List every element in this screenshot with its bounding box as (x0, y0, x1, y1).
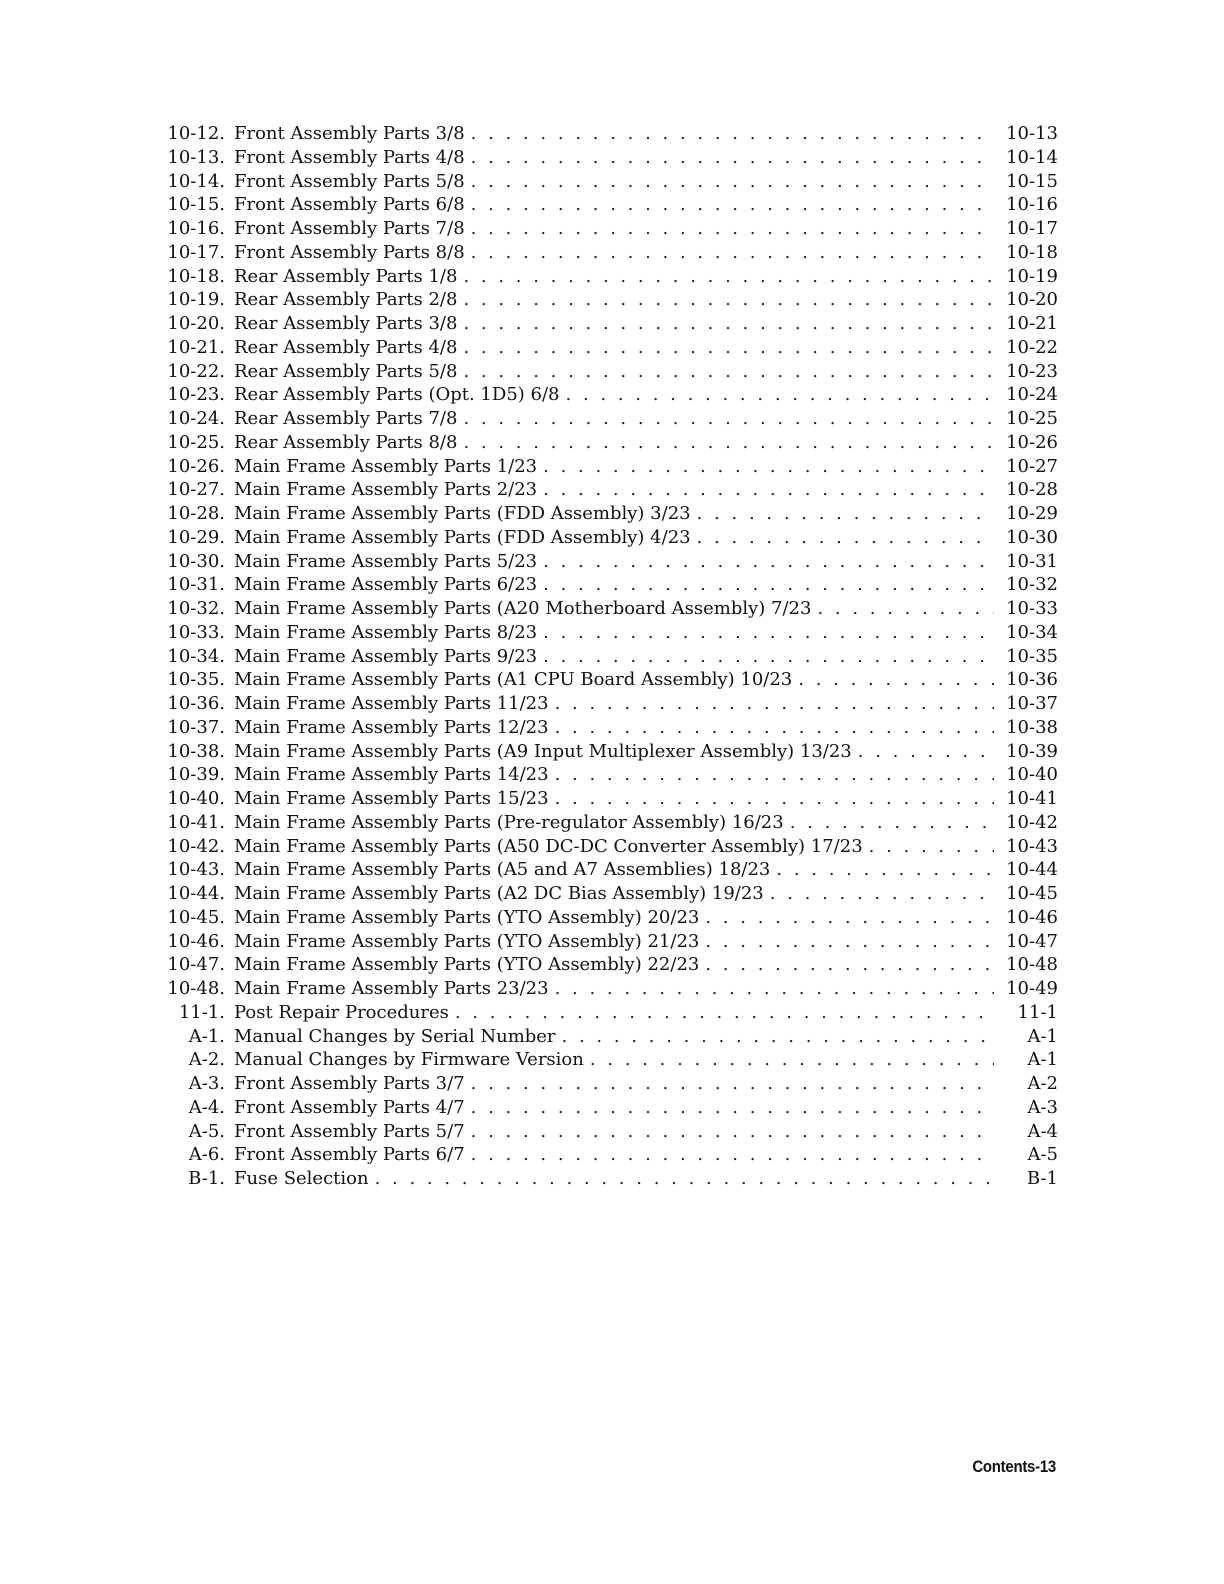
toc-entry-title: Main Frame Assembly Parts 11/23 (234, 693, 549, 714)
toc-entry-title: Rear Assembly Parts 3/8 (234, 313, 458, 334)
toc-entry-page: 10-32 (1006, 574, 1058, 596)
toc-entry-title: Front Assembly Parts 5/7 (234, 1120, 465, 1142)
toc-entry-number: 10-25. (167, 431, 225, 453)
toc-entry[interactable] (163, 502, 1058, 526)
toc-entry[interactable] (163, 645, 1058, 669)
toc-entry-page: A-2 (1027, 1073, 1058, 1094)
toc-entry-title: Main Frame Assembly Parts (YTO Assembly) 21/23 (234, 930, 700, 952)
toc-entry-page: 10-29 (1006, 503, 1058, 524)
toc-entry-number: 10-13. (167, 146, 225, 168)
dot-leader (817, 597, 994, 621)
toc-entry[interactable] (163, 455, 1058, 479)
toc-entry-title: Front Assembly Parts 7/8 (234, 218, 465, 239)
dot-leader (543, 550, 994, 574)
dot-leader (463, 288, 994, 312)
dot-leader (555, 787, 994, 811)
toc-entry-page: 10-27 (1006, 455, 1058, 477)
toc-entry-number: 10-12. (167, 123, 225, 144)
toc-entry-title: Main Frame Assembly Parts 23/23 (234, 978, 549, 999)
toc-entry-number: 10-43. (167, 859, 225, 881)
toc-entry[interactable] (163, 1143, 1058, 1167)
dot-leader (471, 241, 994, 265)
dot-leader (555, 977, 994, 1001)
toc-entry-title: Main Frame Assembly Parts 15/23 (234, 788, 549, 809)
dot-leader (455, 1001, 994, 1025)
toc-entry-number: 10-44. (167, 883, 225, 904)
toc-entry-number: 10-48. (167, 978, 225, 999)
toc-entry-number: 10-20. (167, 313, 225, 334)
toc-entry-title: Main Frame Assembly Parts (YTO Assembly) 22/23 (234, 954, 700, 976)
toc-entry-title: Main Frame Assembly Parts (FDD Assembly) 4/23 (234, 526, 691, 548)
toc-entry[interactable] (163, 953, 1058, 977)
dot-leader (798, 668, 994, 692)
toc-entry-title: Main Frame Assembly Parts 14/23 (234, 764, 549, 786)
toc-entry-page: 10-26 (1006, 431, 1058, 453)
toc-entry-page: 10-31 (1006, 550, 1058, 572)
toc-entry[interactable] (163, 740, 1058, 764)
dot-leader (590, 1048, 994, 1072)
toc-entry[interactable] (163, 930, 1058, 954)
toc-entry-title: Rear Assembly Parts 4/8 (234, 336, 458, 358)
toc-entry-number: A-4. (188, 1096, 225, 1118)
toc-entry-title: Manual Changes by Serial Number (234, 1025, 556, 1047)
toc-entry-page: 10-18 (1006, 241, 1058, 263)
toc-entry-page: 10-34 (1006, 621, 1058, 643)
toc-entry-page: 10-30 (1006, 526, 1058, 548)
toc-entry-number: 10-36. (167, 693, 225, 714)
toc-entry-title: Main Frame Assembly Parts (FDD Assembly) 3/23 (234, 503, 691, 524)
toc-entry-page: 10-13 (1006, 123, 1058, 144)
toc-entry[interactable] (163, 716, 1058, 740)
dot-leader (471, 1120, 994, 1144)
toc-entry-title: Front Assembly Parts 8/8 (234, 241, 465, 263)
toc-entry-page: 10-21 (1006, 313, 1058, 334)
toc-entry-page: 10-16 (1006, 194, 1058, 216)
toc-entry-title: Main Frame Assembly Parts 12/23 (234, 716, 549, 738)
toc-entry-page: 10-33 (1006, 598, 1058, 619)
toc-entry-title: Main Frame Assembly Parts 2/23 (234, 479, 538, 501)
toc-entry[interactable] (163, 478, 1058, 502)
toc-entry[interactable] (163, 692, 1058, 716)
toc-entry-page: 10-35 (1006, 645, 1058, 667)
toc-entry-number: 10-38. (167, 740, 225, 762)
toc-entry-page: 10-44 (1006, 859, 1058, 881)
toc-entry-number: 10-40. (167, 788, 225, 809)
toc-entry-number: A-3. (188, 1073, 225, 1094)
toc-entry-number: 10-14. (167, 170, 225, 192)
dot-leader (471, 122, 994, 146)
toc-entry-page: 10-39 (1006, 740, 1058, 762)
toc-entry-title: Main Frame Assembly Parts (A5 and A7 Assemblies) 18/23 (234, 859, 771, 881)
toc-entry-number: A-5. (188, 1120, 225, 1142)
toc-entry-number: 10-29. (167, 526, 225, 548)
toc-entry-title: Fuse Selection (234, 1168, 369, 1189)
toc-entry[interactable] (163, 146, 1058, 170)
toc-entry-title: Rear Assembly Parts (Opt. 1D5) 6/8 (234, 384, 560, 406)
toc-entry-page: 10-25 (1006, 408, 1058, 429)
dot-leader (471, 217, 994, 241)
toc-entry-number: 10-33. (167, 621, 225, 643)
toc-entry-number: A-6. (188, 1144, 225, 1166)
dot-leader (471, 193, 994, 217)
toc-entry-title: Front Assembly Parts 5/8 (234, 170, 465, 192)
toc-entry-page: 10-15 (1006, 170, 1058, 192)
dot-leader (705, 930, 994, 954)
dot-leader (858, 740, 994, 764)
toc-entry[interactable] (163, 597, 1058, 621)
toc-entry[interactable] (163, 977, 1058, 1001)
toc-entry-page: 10-19 (1006, 265, 1058, 287)
toc-entry-number: A-1. (188, 1025, 225, 1047)
dot-leader (566, 383, 995, 407)
dot-leader (790, 811, 994, 835)
toc-entry-title: Main Frame Assembly Parts 8/23 (234, 621, 538, 643)
table-of-contents-list (163, 122, 1058, 1191)
toc-entry-title: Rear Assembly Parts 2/8 (234, 289, 458, 311)
toc-entry[interactable] (163, 811, 1058, 835)
toc-entry-number: 10-42. (167, 835, 225, 857)
dot-leader (463, 360, 994, 384)
toc-entry-page: 10-38 (1006, 716, 1058, 738)
toc-entry-number: 10-26. (167, 455, 225, 477)
toc-entry-page: 10-28 (1006, 479, 1058, 501)
dot-leader (463, 265, 994, 289)
toc-entry-number: 10-16. (167, 218, 225, 239)
toc-entry-number: 10-46. (167, 930, 225, 952)
toc-entry-title: Rear Assembly Parts 1/8 (234, 265, 458, 287)
toc-entry-title: Front Assembly Parts 6/7 (234, 1144, 465, 1166)
toc-entry-number: 11-1. (178, 1001, 225, 1023)
toc-entry[interactable] (163, 1072, 1058, 1096)
toc-entry-page: 10-49 (1006, 978, 1058, 999)
toc-entry-number: 10-28. (167, 503, 225, 524)
toc-entry[interactable] (163, 858, 1058, 882)
toc-entry-title: Front Assembly Parts 4/8 (234, 146, 465, 168)
toc-entry-page: B-1 (1026, 1168, 1058, 1189)
dot-leader (543, 621, 994, 645)
toc-entry-number: 10-24. (167, 408, 225, 429)
toc-entry-number: 10-41. (167, 811, 225, 833)
toc-entry-page: 10-42 (1006, 811, 1058, 833)
toc-entry[interactable] (163, 360, 1058, 384)
toc-entry-page: 10-24 (1006, 384, 1058, 406)
toc-entry-page: 10-40 (1006, 764, 1058, 786)
toc-entry-page: 10-14 (1006, 146, 1058, 168)
dot-leader (463, 431, 994, 455)
toc-entry[interactable] (163, 288, 1058, 312)
toc-entry-title: Front Assembly Parts 4/7 (234, 1096, 465, 1118)
toc-entry-number: 10-27. (167, 479, 225, 501)
toc-entry-number: 10-22. (167, 360, 225, 382)
page-footer-label: Contents-13 (972, 1457, 1056, 1476)
toc-entry-number: 10-19. (167, 289, 225, 311)
toc-entry-page: 10-46 (1006, 906, 1058, 928)
toc-entry-page: A-1 (1027, 1049, 1058, 1071)
dot-leader (463, 336, 994, 360)
toc-entry[interactable] (163, 550, 1058, 574)
dot-leader (770, 882, 994, 906)
toc-entry[interactable] (163, 1048, 1058, 1072)
dot-leader (555, 763, 994, 787)
toc-entry[interactable] (163, 882, 1058, 906)
toc-entry-number: 10-45. (167, 906, 225, 928)
toc-entry-page: 10-43 (1006, 835, 1058, 857)
toc-entry-title: Main Frame Assembly Parts (A9 Input Multiplexer Assembly) 13/23 (234, 740, 852, 762)
toc-entry[interactable] (163, 1120, 1058, 1144)
toc-entry-page: 10-45 (1006, 883, 1058, 904)
dot-leader (705, 953, 994, 977)
toc-entry-page: A-3 (1027, 1096, 1058, 1118)
toc-entry-title: Main Frame Assembly Parts (A50 DC-DC Converter Assembly) 17/23 (234, 835, 863, 857)
dot-leader (697, 502, 994, 526)
toc-entry-title: Rear Assembly Parts 8/8 (234, 431, 458, 453)
toc-entry[interactable] (163, 668, 1058, 692)
toc-entry[interactable] (163, 431, 1058, 455)
dot-leader (543, 645, 994, 669)
dot-leader (471, 170, 994, 194)
toc-entry-number: 10-32. (167, 598, 225, 619)
toc-entry-number: 10-17. (167, 241, 225, 263)
toc-entry-title: Main Frame Assembly Parts (A20 Motherboard Assembly) 7/23 (234, 598, 812, 619)
toc-entry[interactable] (163, 906, 1058, 930)
dot-leader (471, 1143, 994, 1167)
toc-entry-title: Main Frame Assembly Parts 9/23 (234, 645, 538, 667)
dot-leader (705, 906, 994, 930)
toc-entry-title: Manual Changes by Firmware Version (234, 1049, 584, 1071)
toc-entry-number: B-1. (188, 1168, 225, 1189)
toc-entry[interactable] (163, 122, 1058, 146)
dot-leader (543, 573, 994, 597)
toc-entry-page: 10-47 (1006, 930, 1058, 952)
toc-entry[interactable] (163, 241, 1058, 265)
toc-entry-page: A-5 (1027, 1144, 1058, 1166)
toc-entry-title: Main Frame Assembly Parts 5/23 (234, 550, 538, 572)
toc-entry[interactable] (163, 1096, 1058, 1120)
toc-entry-page: 11-1 (1017, 1001, 1058, 1023)
toc-entry-page: 10-23 (1006, 360, 1058, 382)
toc-entry-page: 10-37 (1006, 693, 1058, 714)
toc-entry-page: 10-41 (1006, 788, 1058, 809)
toc-entry[interactable] (163, 407, 1058, 431)
toc-entry[interactable] (163, 835, 1058, 859)
toc-entry-title: Rear Assembly Parts 7/8 (234, 408, 458, 429)
toc-entry-title: Post Repair Procedures (234, 1001, 449, 1023)
toc-entry[interactable] (163, 573, 1058, 597)
toc-entry-number: A-2. (188, 1049, 225, 1071)
toc-entry-page: 10-36 (1006, 669, 1058, 691)
toc-entry-title: Front Assembly Parts 3/8 (234, 123, 465, 144)
toc-entry-title: Main Frame Assembly Parts 1/23 (234, 455, 538, 477)
toc-entry-number: 10-34. (167, 645, 225, 667)
dot-leader (471, 1096, 994, 1120)
toc-entry[interactable] (163, 193, 1058, 217)
toc-entry-page: 10-22 (1006, 336, 1058, 358)
toc-entry-title: Main Frame Assembly Parts (A2 DC Bias Assembly) 19/23 (234, 883, 764, 904)
dot-leader (776, 858, 994, 882)
toc-entry[interactable] (163, 383, 1058, 407)
toc-entry-title: Main Frame Assembly Parts (YTO Assembly) 20/23 (234, 906, 700, 928)
toc-entry-number: 10-18. (167, 265, 225, 287)
toc-entry[interactable] (163, 217, 1058, 241)
toc-entry[interactable] (163, 1001, 1058, 1025)
toc-entry-number: 10-30. (167, 550, 225, 572)
toc-entry[interactable] (163, 265, 1058, 289)
toc-entry[interactable] (163, 763, 1058, 787)
toc-entry-page: A-4 (1027, 1120, 1058, 1142)
toc-entry-page: 10-20 (1006, 289, 1058, 311)
dot-leader (869, 835, 994, 859)
toc-entry-title: Front Assembly Parts 6/8 (234, 194, 465, 216)
toc-entry-number: 10-21. (167, 336, 225, 358)
toc-entry-title: Front Assembly Parts 3/7 (234, 1073, 465, 1094)
dot-leader (463, 407, 994, 431)
dot-leader (562, 1025, 994, 1049)
dot-leader (543, 478, 994, 502)
toc-entry-title: Main Frame Assembly Parts 6/23 (234, 574, 538, 596)
toc-entry-number: 10-15. (167, 194, 225, 216)
toc-entry-number: 10-39. (167, 764, 225, 786)
toc-entry-page: 10-48 (1006, 954, 1058, 976)
toc-entry[interactable] (163, 1167, 1058, 1191)
toc-entry[interactable] (163, 1025, 1058, 1049)
dot-leader (471, 1072, 994, 1096)
toc-entry-page: 10-17 (1006, 218, 1058, 239)
toc-entry[interactable] (163, 170, 1058, 194)
toc-entry-number: 10-31. (167, 574, 225, 596)
toc-entry-number: 10-35. (167, 669, 225, 691)
toc-entry-number: 10-37. (167, 716, 225, 738)
dot-leader (697, 526, 994, 550)
toc-entry[interactable] (163, 621, 1058, 645)
toc-entry-title: Rear Assembly Parts 5/8 (234, 360, 458, 382)
dot-leader (463, 312, 994, 336)
dot-leader (555, 716, 994, 740)
toc-entry[interactable] (163, 336, 1058, 360)
toc-entry[interactable] (163, 787, 1058, 811)
dot-leader (555, 692, 994, 716)
toc-entry[interactable] (163, 312, 1058, 336)
dot-leader (375, 1167, 994, 1191)
toc-entry-number: 10-47. (167, 954, 225, 976)
toc-entry-title: Main Frame Assembly Parts (A1 CPU Board Assembly) 10/23 (234, 669, 793, 691)
dot-leader (543, 455, 994, 479)
toc-entry[interactable] (163, 526, 1058, 550)
toc-entry-page: A-1 (1027, 1025, 1058, 1047)
dot-leader (471, 146, 994, 170)
toc-entry-number: 10-23. (167, 384, 225, 406)
toc-entry-title: Main Frame Assembly Parts (Pre-regulator Assembly) 16/23 (234, 811, 784, 833)
